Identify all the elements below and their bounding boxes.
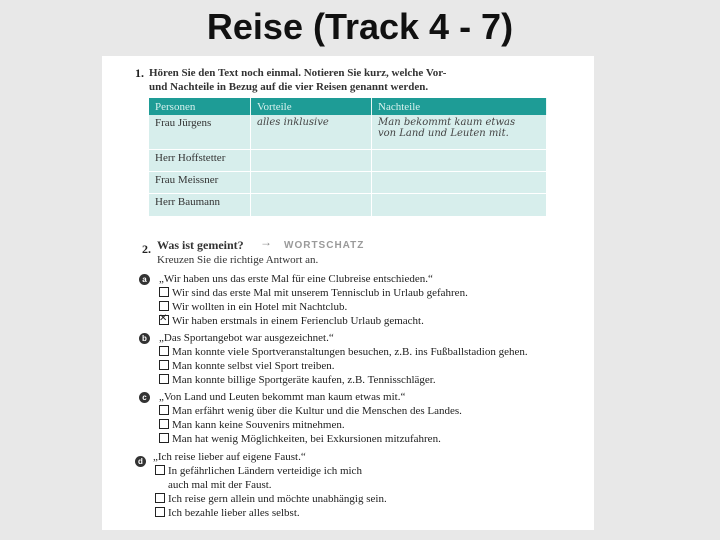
checkbox[interactable] (159, 433, 169, 443)
person-cell: Frau Meissner (149, 172, 251, 194)
option-d3[interactable] (155, 507, 300, 519)
option-label: Man kann keine Souvenirs mitnehmen. (172, 419, 345, 431)
arrow-right-icon: → (260, 235, 272, 249)
nachteile-cell[interactable] (372, 150, 547, 172)
option-d1[interactable] (155, 465, 362, 477)
option-label: Man konnte selbst viel Sport treiben. (172, 360, 335, 372)
option-a1[interactable] (159, 287, 468, 299)
option-c2[interactable] (159, 419, 345, 431)
nachteile-cell[interactable] (372, 115, 547, 150)
checkbox-checked[interactable] (159, 315, 169, 325)
slide-title: Reise (Track 4 - 7) (206, 6, 514, 47)
checkbox[interactable] (159, 419, 169, 429)
question-a-badge: a (139, 274, 150, 285)
option-label: Man konnte billige Sportgeräte kaufen, z.B. Tennisschläger. (172, 374, 436, 386)
nachteile-line-2: von Land und Leuten mit. (378, 128, 509, 139)
option-label: In gefährlichen Ländern verteidige ich mich (168, 465, 362, 477)
vorteile-cell[interactable]: alles inklusive (251, 115, 372, 150)
wortschatz-label: WORTSCHATZ (284, 240, 365, 251)
option-label: Ich bezahle lieber alles selbst. (168, 507, 300, 519)
table-row (149, 172, 547, 194)
pros-cons-table (149, 98, 547, 217)
option-c1[interactable] (159, 405, 462, 417)
table-row (149, 150, 547, 172)
option-label: Ich reise gern allein und möchte unabhängig sein. (168, 493, 387, 505)
vorteile-cell[interactable] (251, 172, 372, 194)
header-vorteile: Vorteile (251, 98, 372, 115)
vorteile-cell[interactable] (251, 194, 372, 217)
option-label: Man hat wenig Möglichkeiten, bei Exkursionen mitzufahren. (172, 433, 441, 445)
option-d2[interactable] (155, 493, 387, 505)
table-row (149, 194, 547, 217)
nachteile-cell[interactable] (372, 172, 547, 194)
header-nachteile: Nachteile (372, 98, 547, 115)
question-d-badge: d (135, 456, 146, 467)
task-2-instruction: Kreuzen Sie die richtige Antwort an. (157, 254, 319, 266)
option-a2[interactable] (159, 301, 347, 313)
option-a3[interactable] (159, 315, 424, 327)
checkbox[interactable] (155, 493, 165, 503)
question-b-badge: b (139, 333, 150, 344)
checkbox[interactable] (159, 360, 169, 370)
question-c-badge: c (139, 392, 150, 403)
checkbox[interactable] (155, 507, 165, 517)
question-c-quote: „Von Land und Leuten bekommt man kaum etwas mit.“ (159, 391, 406, 403)
question-b-quote: „Das Sportangebot war ausgezeichnet.“ (159, 332, 334, 344)
task-2-heading: Was ist gemeint? (157, 238, 244, 252)
option-label: Man erfährt wenig über die Kultur und die Menschen des Landes. (172, 405, 462, 417)
question-d-quote: „Ich reise lieber auf eigene Faust.“ (153, 451, 306, 463)
table-row (149, 115, 547, 150)
checkbox[interactable] (159, 405, 169, 415)
nachteile-cell[interactable] (372, 194, 547, 217)
option-c3[interactable] (159, 433, 441, 445)
checkbox[interactable] (155, 465, 165, 475)
person-cell: Herr Hoffstetter (149, 150, 251, 172)
checkbox[interactable] (159, 301, 169, 311)
option-label: Wir wollten in ein Hotel mit Nachtclub. (172, 301, 348, 313)
option-label: Man konnte viele Sportveranstaltungen besuchen, z.B. ins Fußballstadion gehen. (172, 346, 528, 358)
person-cell: Herr Baumann (149, 194, 251, 217)
worksheet-page (102, 56, 594, 530)
task-1-instruction-line-1: Hören Sie den Text noch einmal. Notieren Sie kurz, welche Vor- (149, 67, 447, 79)
option-b1[interactable] (159, 346, 528, 358)
person-cell: Frau Jürgens (149, 115, 251, 150)
task-1-instruction-line-2: und Nachteile in Bezug auf die vier Reisen genannt werden. (149, 81, 429, 93)
option-b2[interactable] (159, 360, 335, 372)
checkbox[interactable] (159, 374, 169, 384)
option-label: Wir sind das erste Mal mit unserem Tennisclub in Urlaub gefahren. (172, 287, 468, 299)
option-label: Wir haben erstmals in einem Ferienclub Urlaub gemacht. (172, 315, 424, 327)
question-a-quote: „Wir haben uns das erste Mal für eine Clubreise entschieden.“ (159, 273, 433, 285)
checkbox[interactable] (159, 346, 169, 356)
header-personen: Personen (149, 98, 251, 115)
nachteile-line-1: Man bekommt kaum etwas (378, 117, 516, 128)
vorteile-cell[interactable] (251, 150, 372, 172)
option-b3[interactable] (159, 374, 436, 386)
task-2-number: 2. (142, 242, 151, 256)
option-d1-continuation: auch mal mit der Faust. (168, 479, 272, 491)
table-header-row (149, 98, 547, 115)
checkbox[interactable] (159, 287, 169, 297)
task-1-number: 1. (135, 66, 144, 80)
